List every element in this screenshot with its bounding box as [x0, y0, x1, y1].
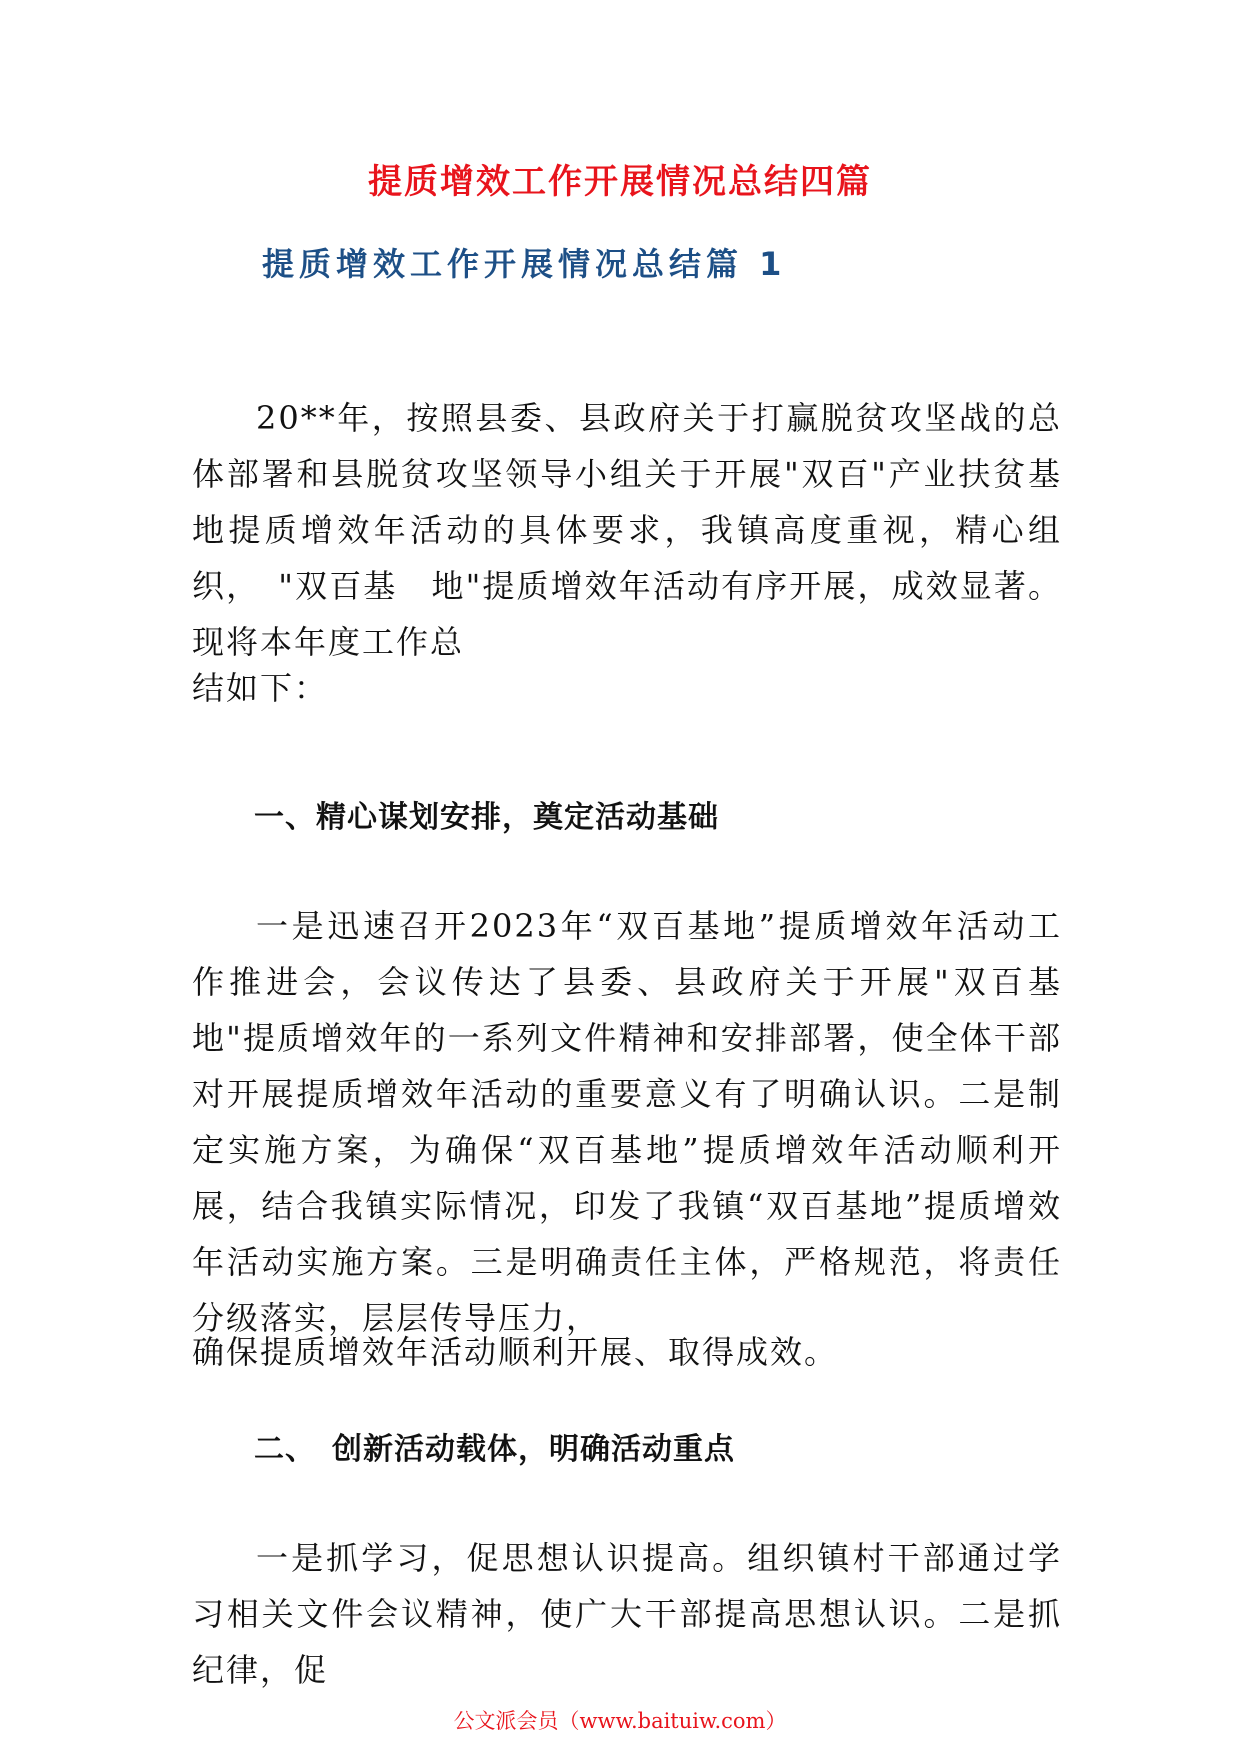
heading-two: 二、 创新活动载体，明确活动重点 — [254, 1432, 735, 1467]
intro-paragraph: 20**年，按照县委、县政府关于打赢脱贫攻坚战的总体部署和县脱贫攻坚领导小组关于开展"双百"产业扶贫基地提质增效年活动的具体要求，我镇高度重视，精心组织， "双百基 地"提质增效年活动有序开展，成效显著。现将本年度工作总 — [192, 399, 1062, 661]
section-one-paragraph-continuation: 确保提质增效年活动顺利开展、取得成效。 — [192, 1333, 839, 1371]
section-title: 提质增效工作开展情况总结篇 1 — [262, 245, 787, 283]
section-two-paragraph: 一是抓学习，促思想认识提高。组织镇村干部通过学习相关文件会议精神，使广大干部提高思想认识。二是抓纪律，促 — [192, 1539, 1062, 1689]
intro-paragraph-continuation: 结如下： — [192, 669, 329, 707]
heading-one: 一、精心谋划安排，奠定活动基础 — [254, 800, 719, 835]
document-title: 提质增效工作开展情况总结四篇 — [368, 162, 872, 202]
section-one-paragraph: 一是迅速召开2023年“双百基地”提质增效年活动工作推进会，会议传达了县委、县政府关于开展"双百基地"提质增效年的一系列文件精神和安排部署，使全体干部对开展提质增效年活动的重要意义有了明确认识。二是制定实施方案，为确保“双百基地”提质增效年活动顺利开展，结合我镇实际情况，印发了我镇“双百基地”提质增效年活动实施方案。三是明确责任主体，严格规范，将责任分级落实，层层传导压力， — [192, 907, 1062, 1337]
footer-watermark: 公文派会员（www.baituiw.com） — [453, 1709, 787, 1733]
